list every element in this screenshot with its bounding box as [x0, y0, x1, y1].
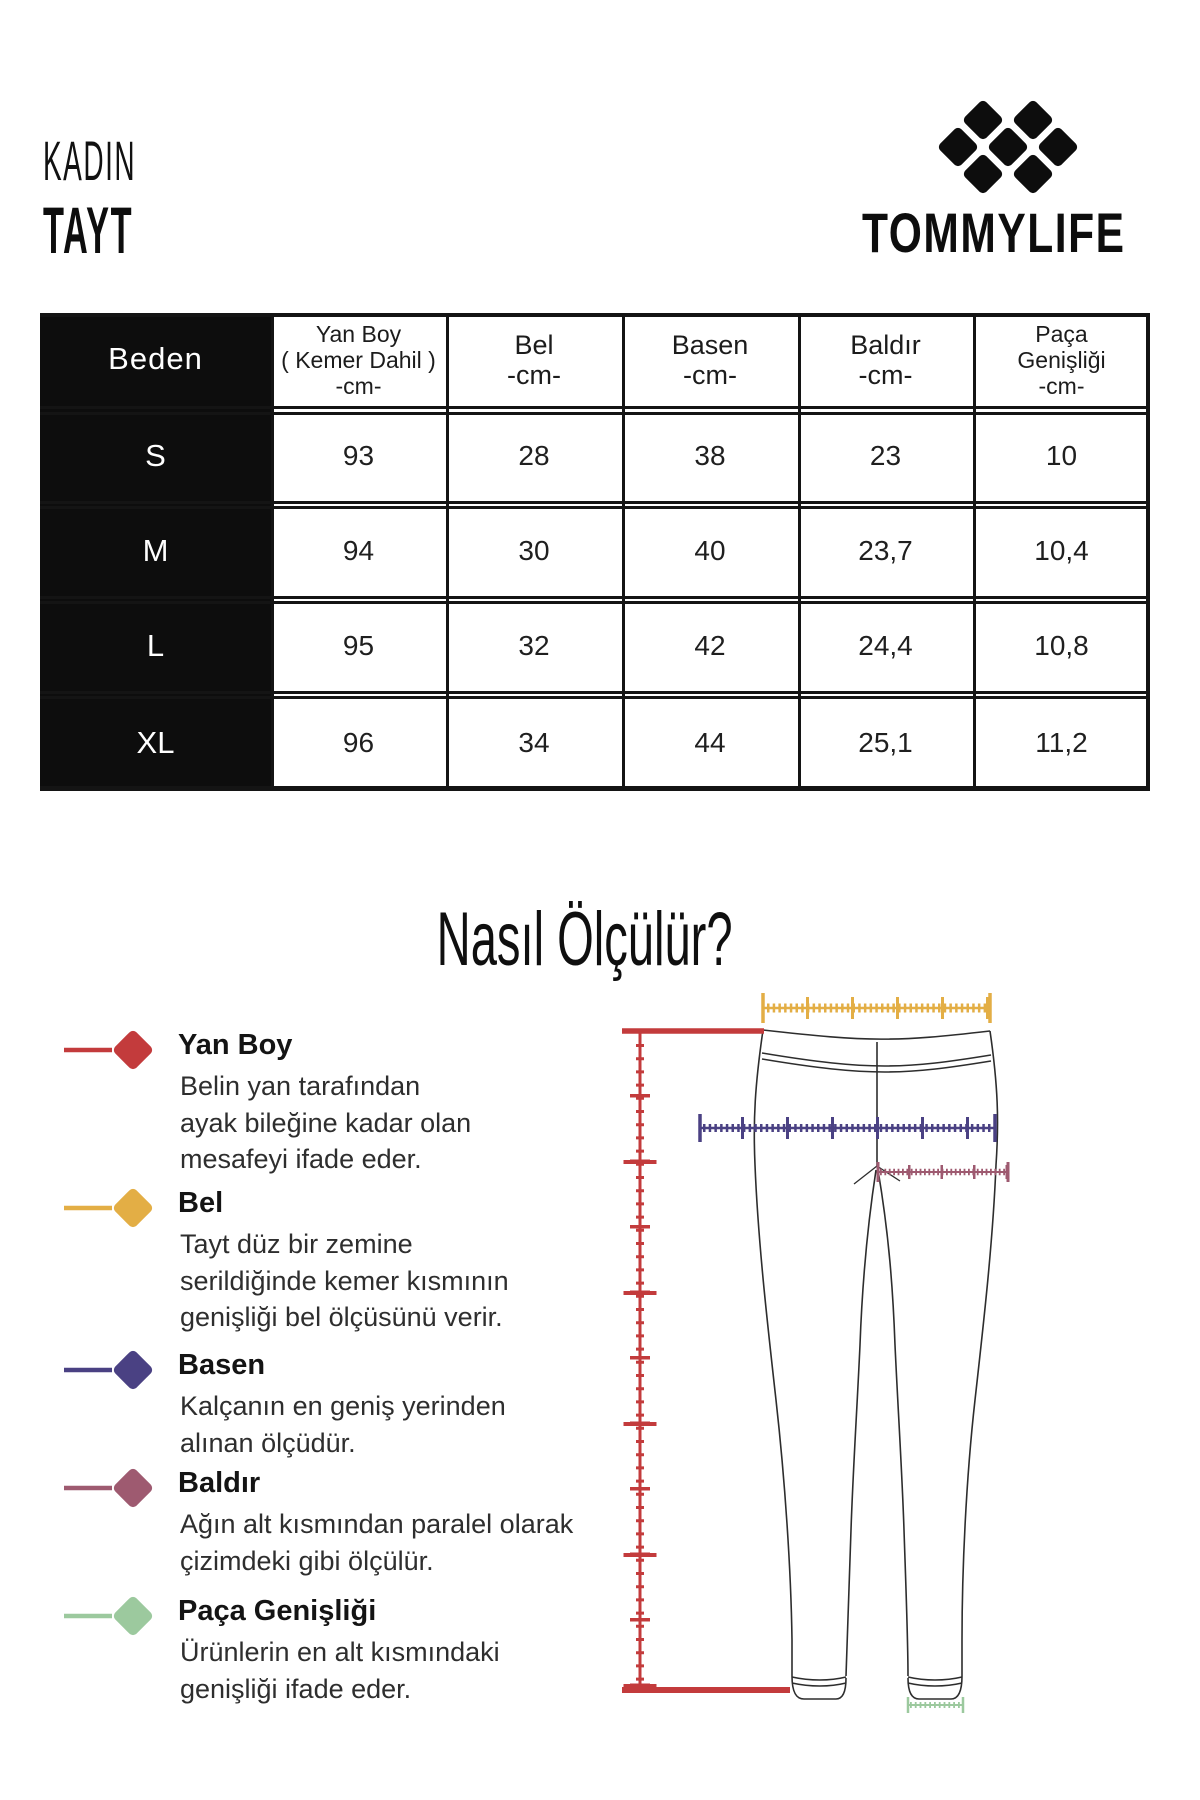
- basen-ruler: [700, 1114, 995, 1142]
- brand-name: TOMMYLIFE: [862, 201, 1126, 264]
- table-value: 23: [869, 440, 902, 471]
- legend-title-yan-boy: Yan Boy: [178, 1029, 293, 1061]
- table-value: 28: [518, 440, 550, 471]
- legend-desc-yan-boy: Belin yan tarafından ayak bileğine kadar olan mesafeyi ifade eder.: [180, 1071, 472, 1174]
- legend-desc-baldir: Ağın alt kısmından paralel olarak çizimdeki gibi ölçülür.: [180, 1509, 574, 1576]
- legend-desc-paca: Ürünlerin en alt kısmındaki genişliği ifade eder.: [180, 1637, 500, 1704]
- legend-title-bel: Bel: [178, 1187, 224, 1219]
- paca-marker-icon: [60, 1588, 170, 1644]
- table-value: 40: [694, 535, 726, 566]
- table-value: 23,7: [858, 535, 913, 566]
- table-header-paca: Paça Genişliği -cm-: [1017, 321, 1106, 399]
- table-header-yan-boy: Yan Boy ( Kemer Dahil ) -cm-: [281, 321, 436, 399]
- size-label: S: [145, 438, 166, 473]
- legend-title-paca: Paça Genişliği: [178, 1595, 377, 1627]
- product-type: TAYT: [43, 193, 134, 267]
- table-value: 10,4: [1034, 535, 1089, 566]
- baldir-marker-icon: [60, 1460, 170, 1516]
- size-label: L: [146, 628, 165, 663]
- legend-title-basen: Basen: [178, 1349, 266, 1381]
- product-category: KADIN: [43, 129, 137, 192]
- table-value: 44: [694, 727, 726, 758]
- table-value: 38: [694, 440, 726, 471]
- table-value: 25,1: [858, 727, 913, 758]
- table-value: 10: [1045, 440, 1078, 471]
- table-header-baldir: Baldır -cm-: [850, 330, 921, 390]
- table-value: 42: [694, 630, 726, 661]
- legend-desc-basen: Kalçanın en geniş yerinden alınan ölçüdür.: [180, 1391, 506, 1458]
- table-value: 11,2: [1035, 727, 1088, 758]
- basen-marker-icon: [60, 1342, 170, 1398]
- table-value: 24,4: [858, 630, 913, 661]
- size-label: M: [142, 533, 169, 568]
- size-table: [40, 313, 1150, 791]
- legend-desc-bel: Tayt düz bir zemine serildiğinde kemer kısmının genişliği bel ölçüsünü verir.: [180, 1229, 509, 1332]
- table-value: 96: [342, 727, 375, 758]
- size-label: XL: [136, 725, 175, 760]
- brand-logo-icon: [930, 95, 1090, 195]
- yan-boy-marker-icon: [60, 1022, 170, 1078]
- yan-boy-ruler: [622, 1031, 790, 1690]
- table-value: 10,8: [1034, 630, 1089, 661]
- legend-title-baldir: Baldır: [178, 1467, 261, 1499]
- bel-ruler: [763, 993, 990, 1023]
- leggings-measure-diagram: [560, 960, 1040, 1740]
- table-value: 94: [342, 535, 375, 566]
- bel-marker-icon: [60, 1180, 170, 1236]
- table-header-beden: Beden: [108, 341, 203, 376]
- table-value: 95: [342, 630, 375, 661]
- table-value: 32: [518, 630, 550, 661]
- table-header-basen: Basen -cm-: [671, 330, 749, 390]
- table-header-bel: Bel -cm-: [507, 330, 561, 390]
- table-value: 30: [518, 535, 550, 566]
- table-value: 93: [342, 440, 375, 471]
- table-value: 34: [518, 727, 550, 758]
- how-to-measure-title: Nasıl Ölçülür?: [437, 897, 733, 982]
